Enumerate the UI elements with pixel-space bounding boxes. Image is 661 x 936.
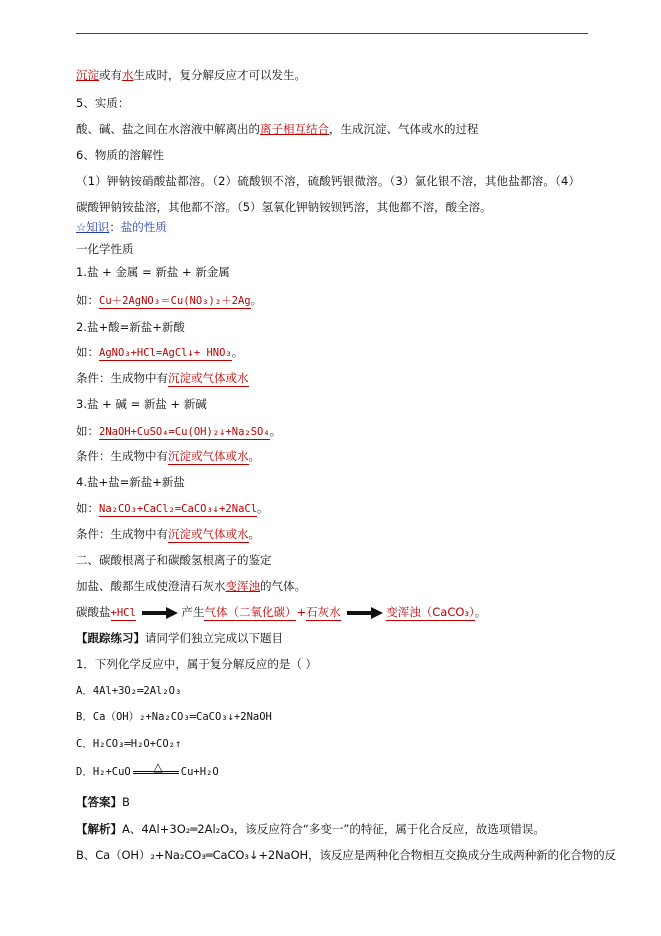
option-a: A．4Al+3O₂═2Al₂O₃: [76, 685, 182, 697]
text: 加盐、酸都生成使澄清石灰水: [76, 579, 226, 593]
solubility-line-1: （1）钾钠铵硝酸盐都溶。（2）硫酸钡不溶，硫酸钙银微溶。（3）氯化银不溶，其他盐都溶。（4）: [76, 174, 581, 188]
text: 。: [269, 424, 282, 438]
practice-tag: 【跟踪练习】: [76, 631, 145, 645]
identification-flow: [76, 605, 486, 621]
condition-highlight: 沉淀或气体或水: [168, 449, 249, 463]
knowledge-link[interactable]: ☆知识: [76, 220, 110, 234]
section-5-heading: 5、实质：: [76, 96, 130, 110]
text: 如：: [76, 424, 99, 438]
text: D．H₂+CuO: [76, 766, 131, 778]
text: 产生: [181, 605, 205, 619]
text: 。: [474, 605, 487, 619]
text: 或有: [99, 68, 122, 82]
answer-tag: 【答案】: [76, 795, 122, 809]
text: Cu+H₂O: [180, 766, 219, 778]
text: 。: [250, 293, 263, 307]
equation: Cu＋2AgNO₃＝Cu(NO₃)₂＋2Ag: [99, 295, 251, 307]
reaction-4-title: 4.盐+盐=新盐+新盐: [76, 475, 185, 489]
reaction-1-title: 1.盐 + 金属 = 新盐 + 新金属: [76, 265, 230, 279]
condition-highlight: 沉淀或气体或水: [168, 371, 249, 385]
reaction-2-condition: [76, 371, 249, 386]
text: 生成时，复分解反应才可以发生。: [133, 68, 306, 82]
text: +: [296, 605, 307, 619]
highlight-ion-combine: 离子相互结合: [260, 122, 329, 136]
text: 酸、碱、盐之间在水溶液中解离出的: [76, 122, 260, 136]
text: 的气体。: [260, 579, 306, 593]
text: 。: [231, 345, 244, 359]
reaction-2-example: [76, 345, 243, 361]
chem-heading: 一化学性质: [76, 242, 134, 256]
text: ，生成沉淀、气体或水的过程: [329, 122, 479, 136]
text: 。: [248, 527, 260, 541]
section-5-text: [76, 122, 479, 137]
text: 如：: [76, 293, 99, 307]
practice-line: [76, 631, 283, 646]
option-b: B．Ca（OH）₂+Na₂CO₃═CaCO₃↓+2NaOH: [76, 711, 272, 723]
text: 请同学们独立完成以下题目: [145, 631, 283, 645]
solubility-line-2: 碳酸钾钠铵盐溶，其他都不溶。（5）氢氧化钾钠铵钡钙溶，其他都不溶，酸全溶。: [76, 200, 492, 214]
text: 条件：生成物中有: [76, 449, 168, 463]
reaction-4-condition: [76, 527, 260, 542]
highlight-turbid: 变浑浊: [225, 579, 260, 593]
text: 。: [248, 449, 260, 463]
header-rule: [76, 33, 588, 34]
reaction-1-example: [76, 293, 262, 309]
reaction-4-example: [76, 501, 269, 517]
equation: Na₂CO₃+CaCl₂=CaCO₃↓+2NaCl: [99, 503, 258, 515]
knowledge-topic: 盐的性质: [120, 220, 167, 234]
answer-line: [76, 795, 130, 810]
analysis-tag: 【解析】: [76, 822, 122, 836]
text: 碳酸盐: [76, 605, 111, 619]
analysis-line-2: B、Ca（OH）₂+Na₂CO₃═CaCO₃↓+2NaOH，该反应是两种化合物相互交换成分生成两种新的化合物的反: [76, 848, 616, 862]
section-2-heading: 二、碳酸根离子和碳酸氢根离子的鉴定: [76, 553, 272, 567]
option-c: C．H₂CO₃═H₂O+CO₂↑: [76, 738, 182, 750]
text: ：: [109, 220, 121, 234]
reaction-3-title: 3.盐 + 碱 = 新盐 + 新碱: [76, 397, 207, 411]
reaction-3-condition: [76, 449, 260, 464]
equation: AgNO₃+HCl=AgCl↓+ HNO₃: [99, 347, 232, 359]
question-stem: 1．下列化学反应中，属于复分解反应的是（ ）: [76, 657, 317, 671]
equation-equals: [133, 771, 179, 774]
text: 条件：生成物中有: [76, 527, 168, 541]
reaction-2-title: 2.盐+酸=新盐+新酸: [76, 320, 185, 334]
turbid-caco3: 变浑浊（CaCO₃）: [386, 605, 475, 619]
highlight-precipitate: 沉淀: [76, 68, 99, 82]
highlight-water: 水: [122, 68, 134, 82]
option-d: [76, 765, 219, 780]
equation: 2NaOH+CuSO₄=Cu(OH)₂↓+Na₂SO₄: [99, 426, 270, 438]
section-6-heading: 6、物质的溶解性: [76, 148, 164, 162]
reaction-3-example: [76, 424, 281, 440]
text: 条件：生成物中有: [76, 371, 168, 385]
reagent-hcl: +HCl: [110, 607, 136, 619]
answer-value: B: [122, 795, 130, 809]
section-2-line: [76, 579, 306, 594]
heat-condition-icon: △: [153, 760, 163, 774]
text: 如：: [76, 345, 99, 359]
intro-line: [76, 68, 306, 83]
knowledge-line: [76, 220, 167, 235]
condition-highlight: 沉淀或气体或水: [168, 527, 249, 541]
arrow-right-icon: [142, 607, 178, 619]
text: 。: [257, 501, 269, 515]
text: A、4Al+3O₂═2Al₂O₃，该反应符合“多变一”的特征，属于化合反应，故选项错误。: [122, 822, 545, 836]
gas-co2: 气体（二氧化碳）: [204, 605, 297, 619]
arrow-right-icon: [347, 607, 383, 619]
analysis-line-1: [76, 822, 545, 837]
text: 如：: [76, 501, 99, 515]
limewater: 石灰水: [306, 605, 341, 619]
